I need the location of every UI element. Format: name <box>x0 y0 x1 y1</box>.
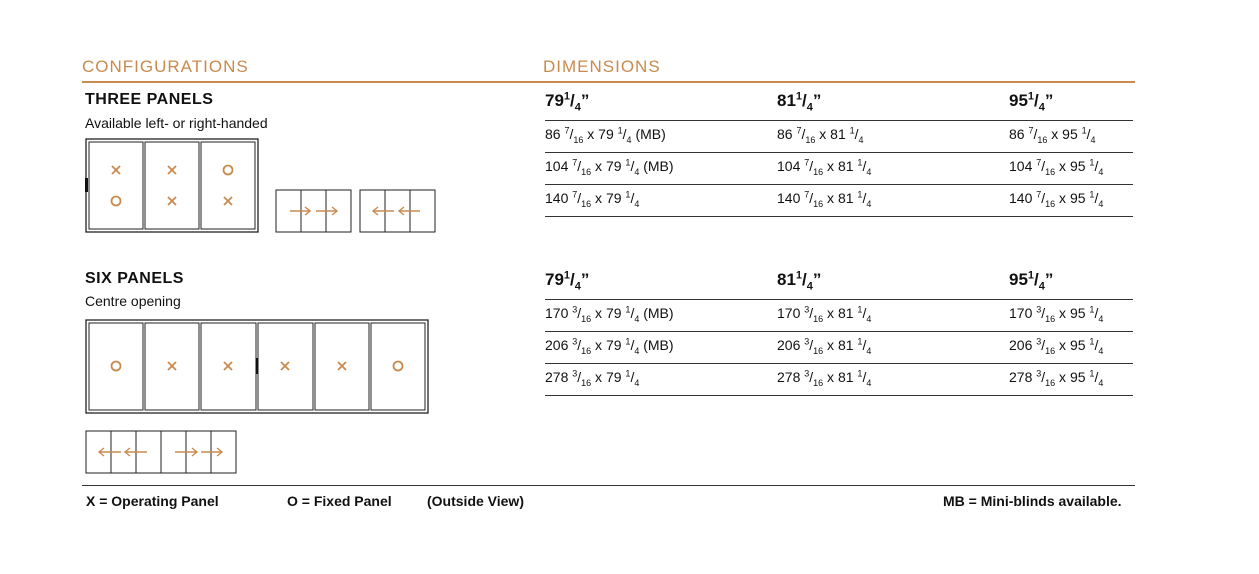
sliding-arrow-centre-icon <box>86 431 236 473</box>
sliding-arrow-right-icon <box>276 190 351 232</box>
operating-panel-x-icon <box>281 362 289 370</box>
operating-panel-x-icon <box>224 197 232 205</box>
six-panels-column-header: $79^1/_4$” <box>545 269 590 293</box>
six-panels-cell: 170 $^3/_{16}$ x 79 $^1/_4$ (MB) <box>545 304 674 324</box>
operating-panel-x-icon <box>168 166 176 174</box>
six-panels-title: SIX PANELS <box>85 270 184 287</box>
six-panels-row-divider <box>545 331 1133 332</box>
three-panels-cell: 104 $^7/_{16}$ x 95 $^1/_4$ <box>1009 157 1104 177</box>
six-panels-cell: 206 $^3/_{16}$ x 79 $^1/_4$ (MB) <box>545 336 674 356</box>
fixed-panel-o-icon <box>112 197 121 206</box>
legend-view: (Outside View) <box>427 493 524 509</box>
footer-rule <box>82 485 1135 486</box>
three-panels-column-header: $79^1/_4$” <box>545 90 590 114</box>
three-panels-row-divider <box>545 216 1133 217</box>
six-panels-subtitle: Centre opening <box>85 293 181 309</box>
six-panels-row-divider <box>545 299 1133 300</box>
six-panels-cell: 278 $^3/_{16}$ x 79 $^1/_4$ <box>545 368 640 388</box>
three-panels-cell: 140 $^7/_{16}$ x 81 $^1/_4$ <box>777 189 872 209</box>
three-panels-cell: 104 $^7/_{16}$ x 81 $^1/_4$ <box>777 157 872 177</box>
fixed-panel-o-icon <box>224 166 233 175</box>
six-panels-column-header: $81^1/_4$” <box>777 269 822 293</box>
three-panels-row-divider <box>545 120 1133 121</box>
six-panels-cell: 170 $^3/_{16}$ x 95 $^1/_4$ <box>1009 304 1104 324</box>
three-panels-row-divider <box>545 184 1133 185</box>
six-panels-cell: 278 $^3/_{16}$ x 95 $^1/_4$ <box>1009 368 1104 388</box>
three-panels-cell: 86 $^7/_{16}$ x 79 $^1/_4$ (MB) <box>545 125 666 145</box>
six-panels-row-divider <box>545 363 1133 364</box>
operating-panel-x-icon <box>338 362 346 370</box>
three-panels-cell: 140 $^7/_{16}$ x 79 $^1/_4$ <box>545 189 640 209</box>
six-panels-cell: 206 $^3/_{16}$ x 81 $^1/_4$ <box>777 336 872 356</box>
dimensions-heading: DIMENSIONS <box>543 57 661 76</box>
three-panels-column-header: $95^1/_4$” <box>1009 90 1054 114</box>
six-panel-diagram <box>86 320 428 413</box>
six-panels-row-divider <box>545 395 1133 396</box>
legend-operating: X = Operating Panel <box>86 493 219 509</box>
three-panels-subtitle: Available left- or right-handed <box>85 115 268 131</box>
three-panels-column-header: $81^1/_4$” <box>777 90 822 114</box>
three-panels-title: THREE PANELS <box>85 91 214 108</box>
six-panels-column-header: $95^1/_4$” <box>1009 269 1054 293</box>
three-panels-row-divider <box>545 152 1133 153</box>
operating-panel-x-icon <box>168 197 176 205</box>
six-panels-cell: 170 $^3/_{16}$ x 81 $^1/_4$ <box>777 304 872 324</box>
six-panels-cell: 278 $^3/_{16}$ x 81 $^1/_4$ <box>777 368 872 388</box>
three-panels-cell: 140 $^7/_{16}$ x 95 $^1/_4$ <box>1009 189 1104 209</box>
three-panels-cell: 104 $^7/_{16}$ x 79 $^1/_4$ (MB) <box>545 157 674 177</box>
operating-panel-x-icon <box>168 362 176 370</box>
legend-fixed: O = Fixed Panel <box>287 493 392 509</box>
fixed-panel-o-icon <box>112 362 121 371</box>
sliding-arrow-left-icon <box>360 190 435 232</box>
three-panels-cell: 86 $^7/_{16}$ x 95 $^1/_4$ <box>1009 125 1096 145</box>
six-panels-cell: 206 $^3/_{16}$ x 95 $^1/_4$ <box>1009 336 1104 356</box>
fixed-panel-o-icon <box>394 362 403 371</box>
configurations-heading: CONFIGURATIONS <box>82 57 249 76</box>
operating-panel-x-icon <box>112 166 120 174</box>
operating-panel-x-icon <box>224 362 232 370</box>
three-panel-marks <box>112 166 233 206</box>
three-panels-cell: 86 $^7/_{16}$ x 81 $^1/_4$ <box>777 125 864 145</box>
legend-mb: MB = Mini-blinds available. <box>943 493 1122 509</box>
